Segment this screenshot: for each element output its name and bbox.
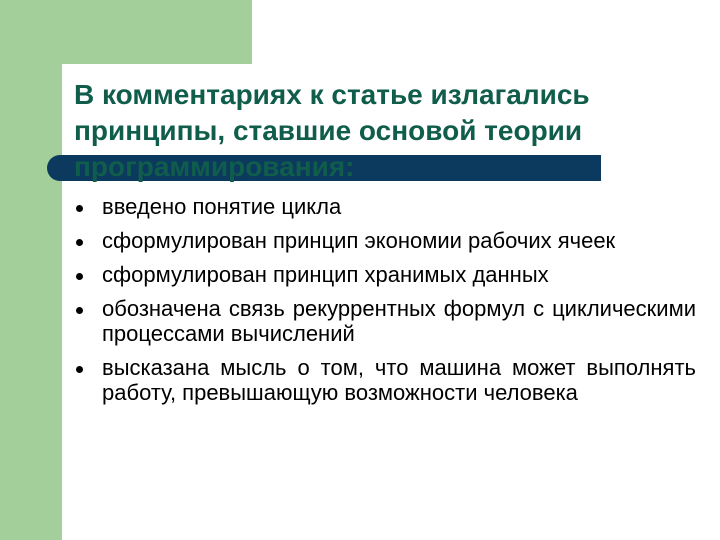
bullet-dot-icon: [76, 239, 83, 246]
bullet-dot-icon: [76, 273, 83, 280]
bullet-dot-icon: [76, 205, 83, 212]
bullet-dot-icon: [76, 307, 83, 314]
bullet-item: [74, 296, 696, 346]
bullet-text: введено понятие цикла: [102, 194, 342, 219]
slide-title: В комментариях к статье излагались принципы, ставшие основой теории программирования:: [74, 79, 590, 182]
bullet-text: высказана мысль о том, что машина может выполнять работу, превышающую возможности человека: [102, 355, 696, 405]
bullet-text: сформулирован принцип экономии рабочих ячеек: [102, 228, 616, 253]
bullet-item: [74, 262, 696, 287]
bullet-list: [74, 194, 696, 414]
bullet-item: [74, 228, 696, 253]
decorative-top-block: [0, 0, 252, 64]
bullet-text: обозначена связь рекуррентных формул с циклическими процессами вычислений: [102, 296, 696, 346]
decorative-left-strip: [0, 0, 62, 540]
bullet-text: сформулирован принцип хранимых данных: [102, 262, 549, 287]
bullet-item: [74, 194, 696, 219]
bullet-dot-icon: [76, 366, 83, 373]
bullet-item: [74, 355, 696, 405]
